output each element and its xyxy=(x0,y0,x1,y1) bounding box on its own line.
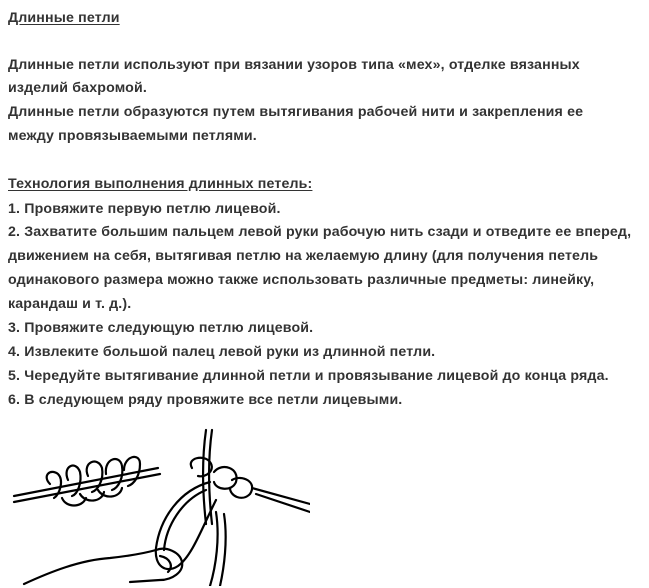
intro-line-4: между провязываемыми петлями. xyxy=(8,128,257,144)
technology-heading: Технология выполнения длинных петель: xyxy=(8,176,313,192)
step-line-2: 2. Захватите большим пальцем левой руки рабочую нить сзади и отведите ее вперед, xyxy=(8,224,632,240)
hand-outline xyxy=(24,512,226,586)
step-line-5: карандаш и т. д.). xyxy=(8,296,132,312)
step-line-8: 5. Чередуйте вытягивание длинной петли и провязывание лицевой до конца ряда. xyxy=(8,368,609,384)
intro-line-2: изделий бахромой. xyxy=(8,80,147,96)
step-line-7: 4. Извлеките большой палец левой руки из длинной петли. xyxy=(8,344,436,360)
step-line-9: 6. В следующем ряду провяжите все петли лицевыми. xyxy=(8,392,403,408)
page-title: Длинные петли xyxy=(8,10,120,26)
long-loop xyxy=(156,482,216,569)
intro-line-3: Длинные петли образуются путем вытягивания рабочей нити и закрепления ее xyxy=(8,104,584,120)
knitting-drawing xyxy=(10,428,310,586)
step-line-3: движением на себя, вытягивая петлю на желаемую длину (для получения петель xyxy=(8,248,599,264)
knitting-long-loops-illustration xyxy=(10,428,310,586)
step-line-4: одинакового размера можно также использовать различные предметы: линейку, xyxy=(8,272,595,288)
intro-line-1: Длинные петли используют при вязании узоров типа «мех», отделке вязанных xyxy=(8,57,580,73)
step-line-6: 3. Провяжите следующую петлю лицевой. xyxy=(8,320,314,336)
step-line-1: 1. Провяжите первую петлю лицевой. xyxy=(8,201,281,217)
